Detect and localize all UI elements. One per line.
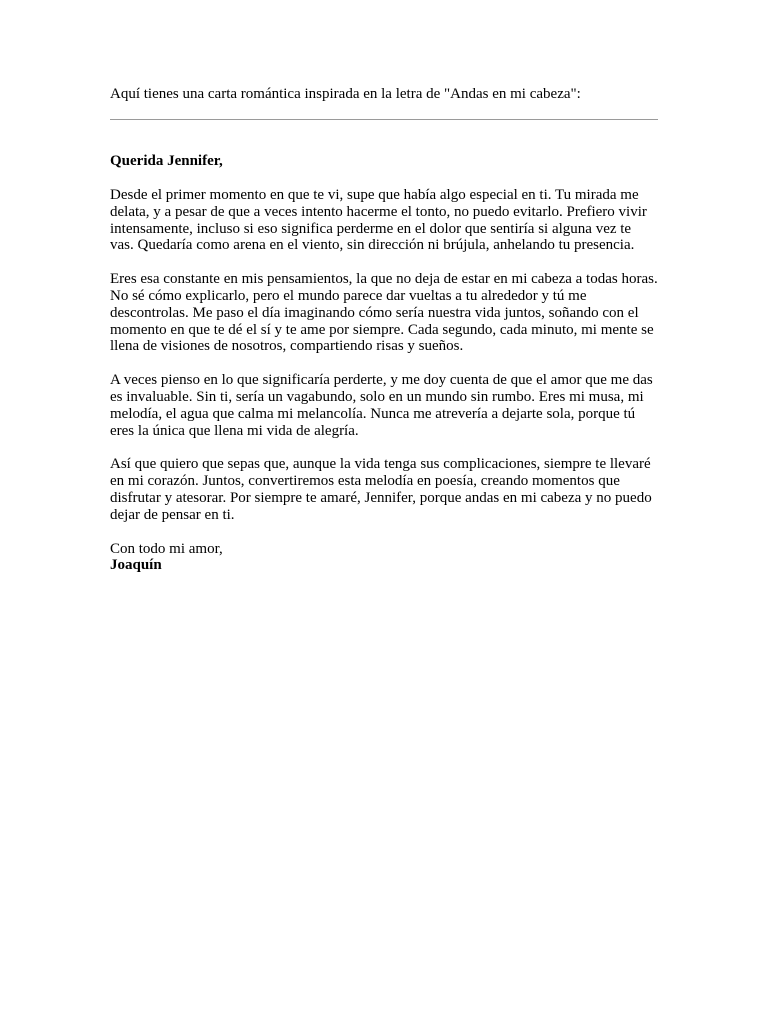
letter-closing: Con todo mi amor, [110,540,223,557]
letter-greeting: Querida Jennifer, [110,153,223,169]
letter-paragraph-1: Desde el primer momento en que te vi, supe que había algo especial en ti. Tu mirada me delata, y a pesar de que a veces intento hacerme el tonto, no puedo evitarlo. Prefiero vivir intensamente, incluso si eso significa perderme en el dolor que sentiría si alguna vez te vas. Quedaría como arena en el viento, sin dirección ni brújula, anhelando tu presencia. [110,187,647,254]
letter-paragraph-4: Así que quiero que sepas que, aunque la vida tenga sus complicaciones, siempre te llevaré en mi corazón. Juntos, convertiremos esta melodía en poesía, creando momentos que disfrutar y atesorar. Por siempre te amaré, Jennifer, porque andas en mi cabeza y no puedo dejar de pensar en ti. [110,456,652,523]
letter-signature: Joaquín [110,557,162,574]
document-page [110,86,658,574]
intro-text: Aquí tienes una carta romántica inspirada en la letra de "Andas en mi cabeza": [110,86,581,102]
letter-paragraph-3: A veces pienso en lo que significaría perderte, y me doy cuenta de que el amor que me das es invaluable. Sin ti, sería un vagabundo, solo en un mundo sin rumbo. Eres mi musa, mi melodía, el agua que calma mi melancolía. Nunca me atrevería a dejarte sola, porque tú eres la única que llena mi vida de alegría. [110,372,653,439]
letter-paragraph-2: Eres esa constante en mis pensamientos, la que no deja de estar en mi cabeza a todas horas. No sé cómo explicarlo, pero el mundo parece dar vueltas a tu alrededor y tú me descontrolas. Me paso el día imaginando cómo sería nuestra vida juntos, soñando con el momento en que te dé el sí y te ame por siempre. Cada segundo, cada minuto, mi mente se llena de visiones de nosotros, compartiendo risas y sueños. [110,271,658,355]
divider [110,119,658,120]
